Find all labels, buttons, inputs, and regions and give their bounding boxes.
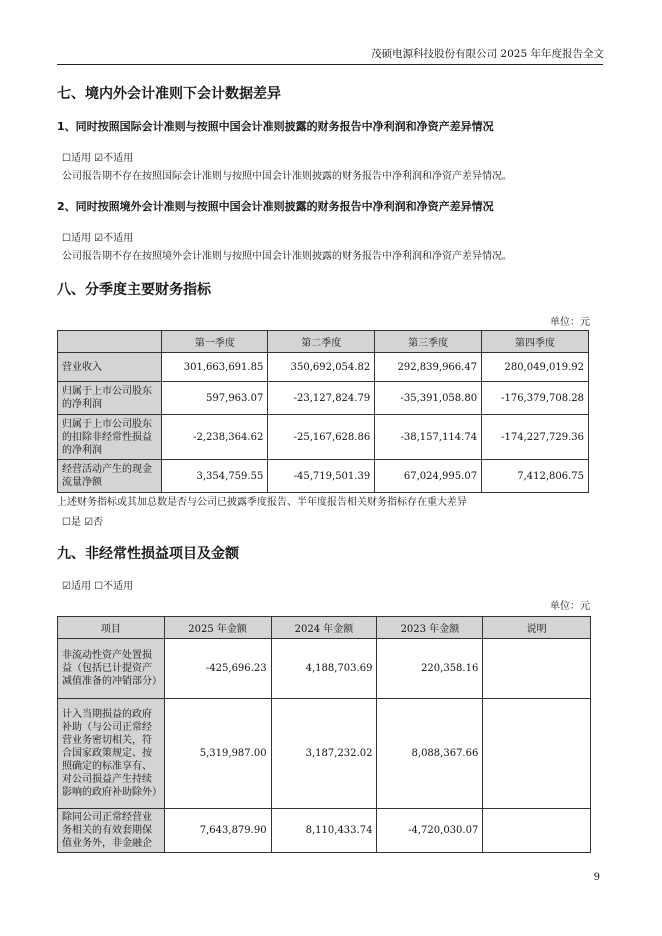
section-7-1-applicability: ☐适用 ☑不适用 xyxy=(62,153,134,164)
table-cell: 301,663,691.85 xyxy=(162,353,268,382)
section-8-difference-check: ☐是 ☑否 xyxy=(62,517,104,528)
table-cell: -174,227,729.36 xyxy=(482,415,589,460)
section-9-applicability: ☑适用 ☐不适用 xyxy=(62,581,134,592)
section-7-2-applicability: ☐适用 ☑不适用 xyxy=(62,233,134,244)
table-cell: 5,319,987.00 xyxy=(164,699,271,809)
table-cell xyxy=(483,809,591,853)
section-7-title: 七、境内外会计准则下会计数据差异 xyxy=(57,86,281,102)
table-cell: 597,963.07 xyxy=(162,382,268,415)
table-header-row xyxy=(58,331,589,353)
table-cell: -25,167,628.86 xyxy=(268,415,375,460)
table-cell: -23,127,824.79 xyxy=(268,382,375,415)
row-label: 归属于上市公司股东的净利润 xyxy=(58,382,162,415)
table-header-cell: 2025 年金额 xyxy=(164,617,271,639)
table-cell: 67,024,995.07 xyxy=(375,460,482,493)
section-7-1-text: 公司报告期不存在按照国际会计准则与按照中国会计准则披露的财务报告中净利润和净资产差异情况。 xyxy=(62,171,512,182)
table-row xyxy=(58,460,589,493)
table-header-cell: 项目 xyxy=(58,617,165,639)
table-cell: 350,692,054.82 xyxy=(268,353,375,382)
table-cell: -35,391,058.80 xyxy=(375,382,482,415)
table-row xyxy=(58,382,589,415)
table-header-cell: 说明 xyxy=(483,617,591,639)
row-label: 归属于上市公司股东的扣除非经常性损益的净利润 xyxy=(58,415,162,460)
table-cell: -176,379,708.28 xyxy=(482,382,589,415)
table-cell: 8,110,433.74 xyxy=(271,809,377,853)
table-cell: 3,354,759.55 xyxy=(162,460,268,493)
section-8-unit: 单位：元 xyxy=(550,317,590,328)
section-8-note: 上述财务指标或其加总数是否与公司已披露季度报告、半年度报告相关财务指标存在重大差异 xyxy=(57,497,467,508)
table-cell: -4,720,030.07 xyxy=(377,809,483,853)
table-cell: -425,696.23 xyxy=(164,639,271,699)
table-cell: 7,412,806.75 xyxy=(482,460,589,493)
table-row xyxy=(58,353,589,382)
table-header-cell: 2024 年金额 xyxy=(271,617,377,639)
table-cell xyxy=(483,639,591,699)
row-label: 计入当期损益的政府补助（与公司正常经营业务密切相关，符合国家政策规定、按照确定的标准享有、对公司损益产生持续影响的政府补助除外） xyxy=(58,699,165,809)
table-cell: -38,157,114.74 xyxy=(375,415,482,460)
row-label: 除同公司正常经营业务相关的有效套期保值业务外，非金融企 xyxy=(58,809,165,853)
table-header-cell: 第四季度 xyxy=(482,331,589,353)
table-cell: 3,187,232.02 xyxy=(271,699,377,809)
table-row xyxy=(58,699,591,809)
section-7-1-title: 1、同时按照国际会计准则与按照中国会计准则披露的财务报告中净利润和净资产差异情况 xyxy=(57,120,494,133)
section-7-2-title: 2、同时按照境外会计准则与按照中国会计准则披露的财务报告中净利润和净资产差异情况 xyxy=(57,200,494,213)
table-cell: 292,839,966.47 xyxy=(375,353,482,382)
quarterly-indicators-table xyxy=(57,330,589,493)
table-cell: 280,049,019.92 xyxy=(482,353,589,382)
table-cell: 8,088,367.66 xyxy=(377,699,483,809)
section-9-title: 九、非经常性损益项目及金额 xyxy=(57,546,239,562)
table-header-cell: 第三季度 xyxy=(375,331,482,353)
table-row xyxy=(58,415,589,460)
table-header-row xyxy=(58,617,591,639)
table-header-cell xyxy=(58,331,162,353)
table-row xyxy=(58,639,591,699)
table-cell: 4,188,703.69 xyxy=(271,639,377,699)
page-number: 9 xyxy=(593,872,600,883)
table-header-cell: 第一季度 xyxy=(162,331,268,353)
table-cell: -2,238,364.62 xyxy=(162,415,268,460)
table-header-cell: 2023 年金额 xyxy=(377,617,483,639)
non-recurring-items-table xyxy=(57,616,591,853)
table-row xyxy=(58,809,591,853)
table-cell: 220,358.16 xyxy=(377,639,483,699)
row-label: 非流动性资产处置损益（包括已计提资产减值准备的冲销部分） xyxy=(58,639,165,699)
row-label: 经营活动产生的现金流量净额 xyxy=(58,460,162,493)
table-cell xyxy=(483,699,591,809)
document-header-title: 茂硕电源科技股份有限公司 2025 年年度报告全文 xyxy=(371,48,604,60)
section-8-title: 八、分季度主要财务指标 xyxy=(57,282,211,298)
header-divider xyxy=(57,64,603,65)
table-header-cell: 第二季度 xyxy=(268,331,375,353)
section-7-2-text: 公司报告期不存在按照境外会计准则与按照中国会计准则披露的财务报告中净利润和净资产差异情况。 xyxy=(62,251,512,262)
row-label: 营业收入 xyxy=(58,353,162,382)
section-9-unit: 单位：元 xyxy=(550,601,590,612)
table-cell: 7,643,879.90 xyxy=(164,809,271,853)
table-cell: -45,719,501.39 xyxy=(268,460,375,493)
